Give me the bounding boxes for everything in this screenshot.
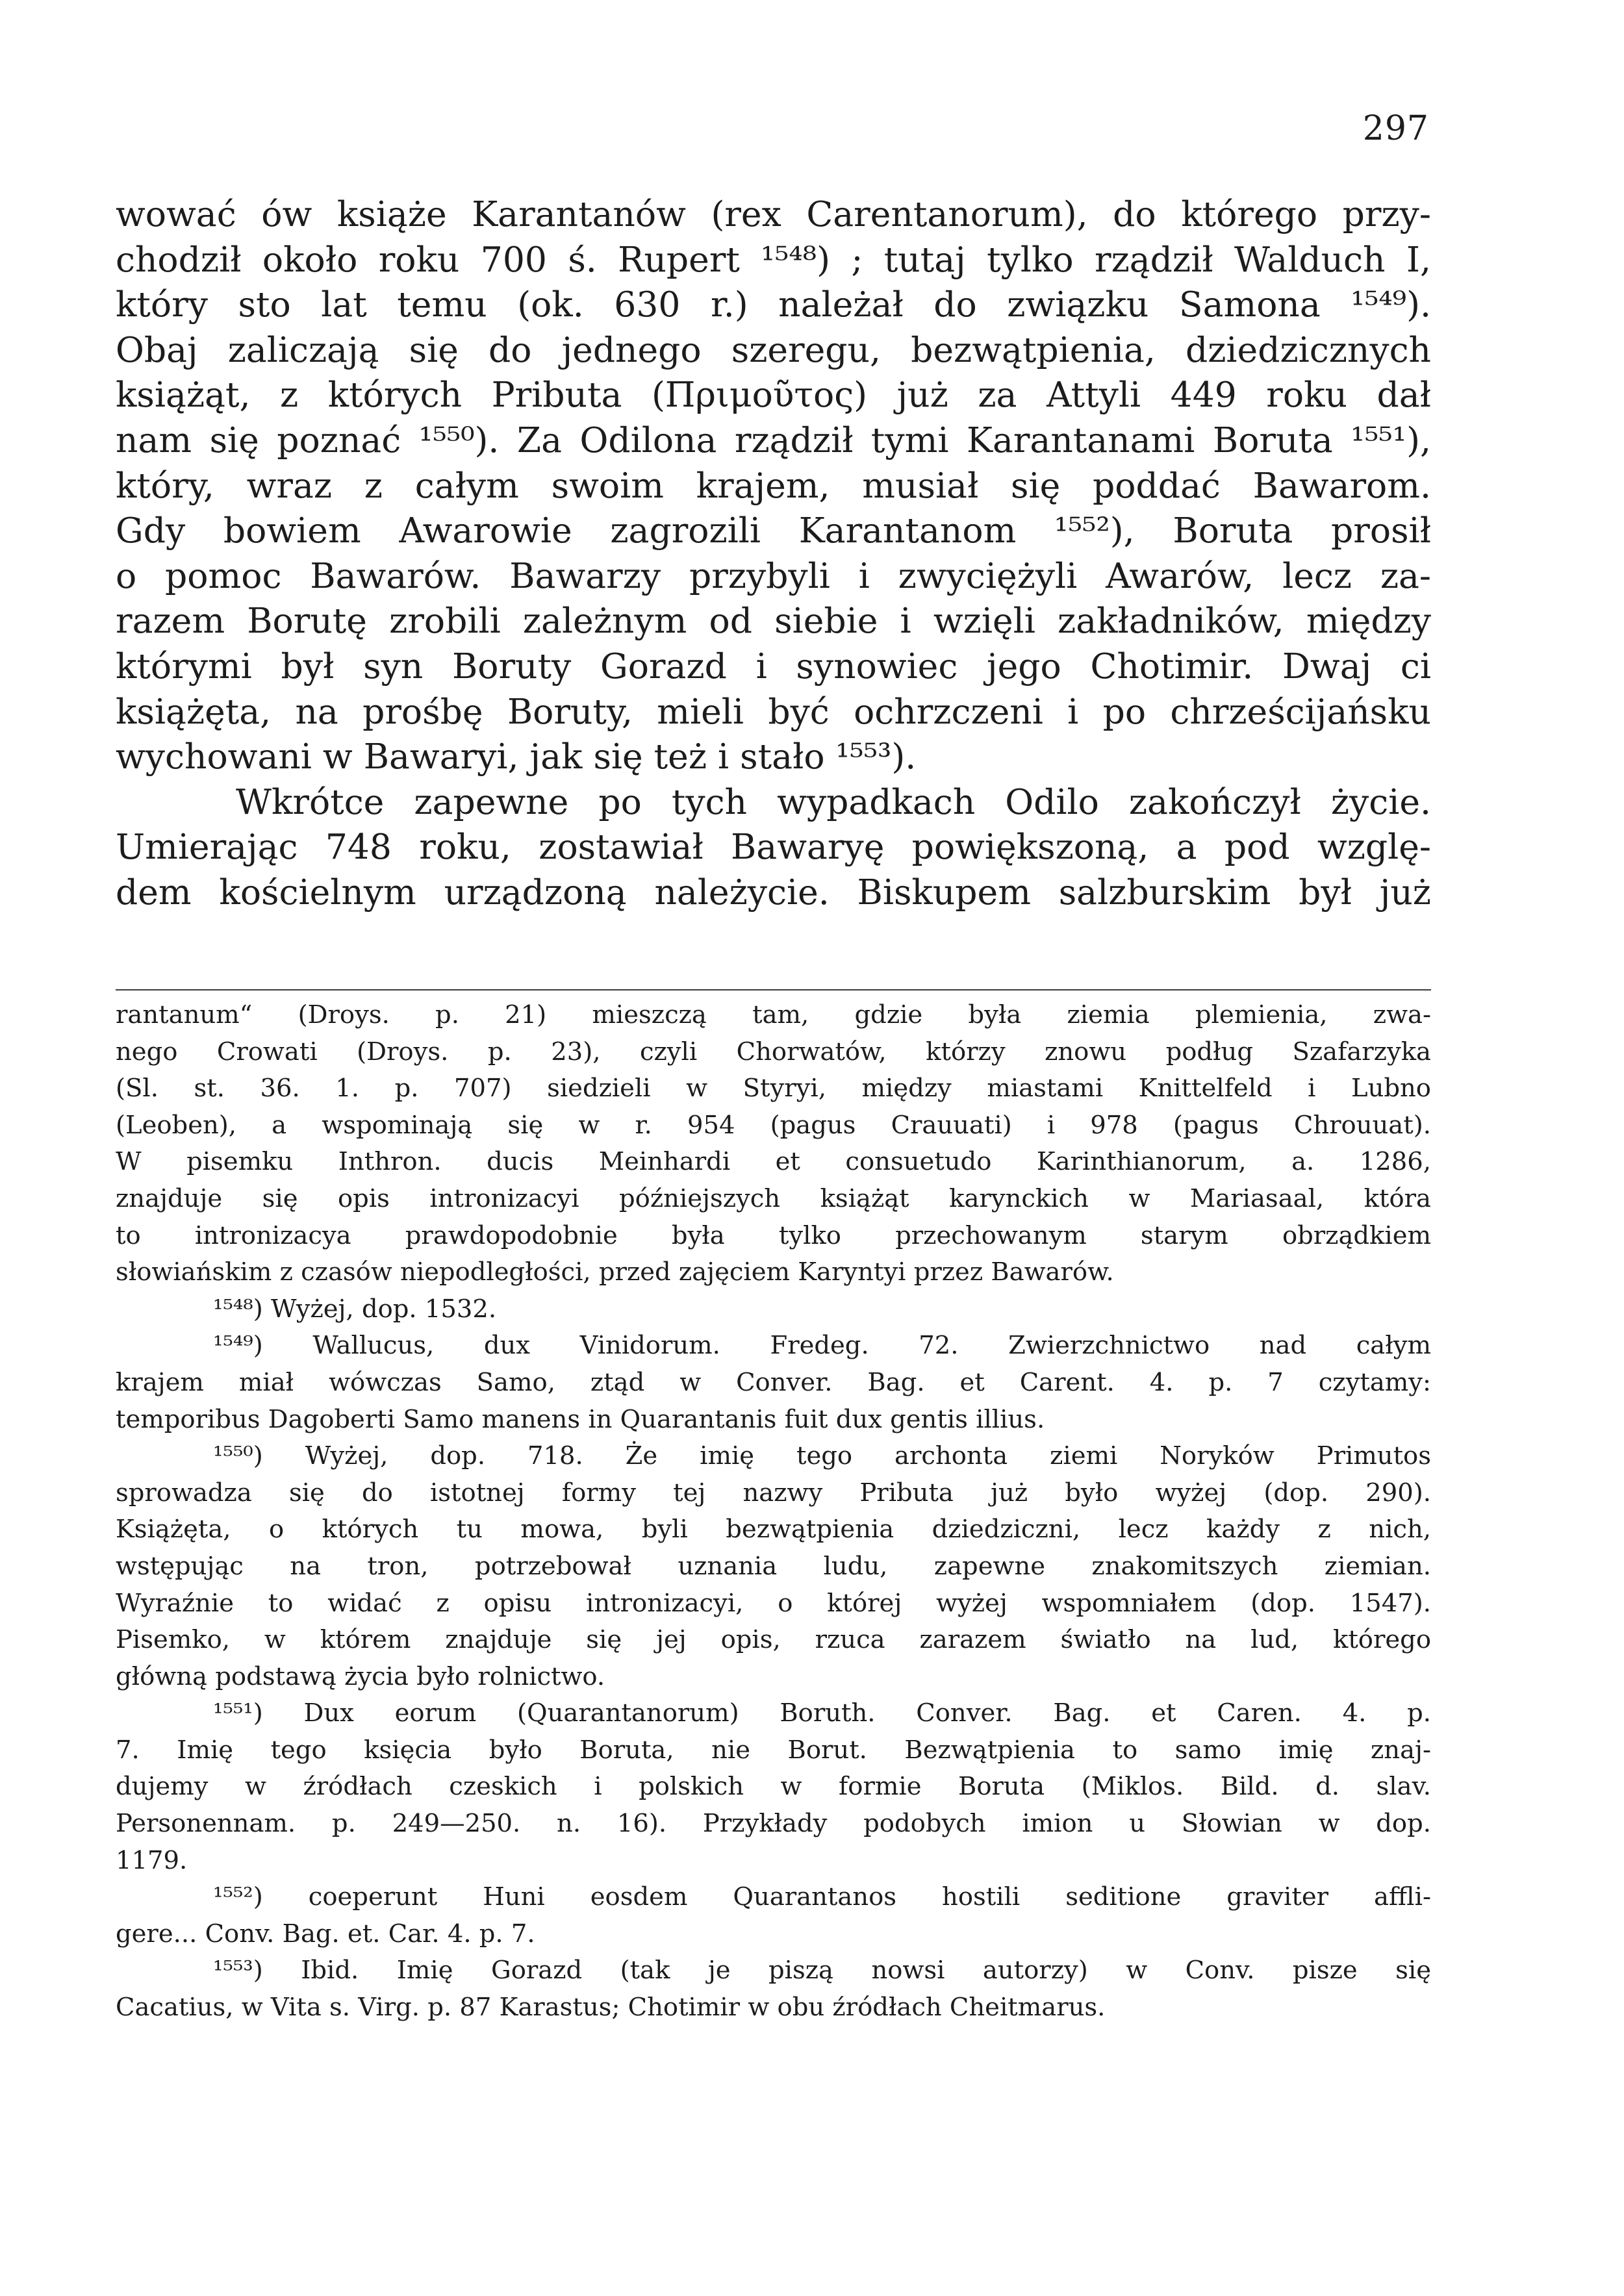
footnote-line: 1179. — [116, 1845, 188, 1875]
footnote-1549: ¹⁵⁴⁹) Wallucus, dux Vinidorum. Fredeg. 72. Zwierzchnictwo nad całym — [213, 1331, 1431, 1361]
text-line: nam się poznać ¹⁵⁵⁰). Za Odilona rządził tymi Karantanami Boruta ¹⁵⁵¹), — [116, 419, 1431, 460]
footnote-line: Cacatius, w Vita s. Virg. p. 87 Karastus; Chotimir w obu źródłach Cheitmarus. — [116, 1993, 1106, 2023]
footnote-line: znajduje się opis intronizacyi późniejszych książąt karynckich w Mariasaal, która — [116, 1183, 1431, 1213]
footnote-line: W pisemku Inthron. ducis Meinhardi et consuetudo Karinthianorum, a. 1286, — [116, 1147, 1431, 1177]
footnote-1552: ¹⁵⁵²) coeperunt Huni eosdem Quarantanos hostili seditione graviter affli- — [213, 1882, 1431, 1912]
footnotes — [116, 997, 1431, 2026]
page-number: 297 — [1362, 109, 1429, 148]
footnote-line: wstępując na tron, potrzebował uznania ludu, zapewne znakomitszych ziemian. — [116, 1551, 1431, 1581]
footnote-line: rantanum“ (Droys. p. 21) mieszczą tam, gdzie była ziemia plemienia, zwa- — [116, 1000, 1431, 1029]
footnote-line: to intronizacya prawdopodobnie była tylko przechowanym starym obrządkiem — [116, 1220, 1431, 1250]
text-line: Obaj zaliczają się do jednego szeregu, bezwątpienia, dziedzicznych — [116, 329, 1431, 370]
footnote-1548: ¹⁵⁴⁸) Wyżej, dop. 1532. — [213, 1294, 497, 1324]
footnote-line: (Leoben), a wspominają się w r. 954 (pagus Crauuati) i 978 (pagus Chrouuat). — [116, 1110, 1431, 1140]
footnote-line: Personennam. p. 249—250. n. 16). Przykłady podobych imion u Słowian w dop. — [116, 1809, 1431, 1839]
text-line: który sto lat temu (ok. 630 r.) należał do związku Samona ¹⁵⁴⁹). — [116, 284, 1431, 325]
footnote-line: gere... Conv. Bag. et. Car. 4. p. 7. — [116, 1919, 535, 1949]
text-line: książąt, z których Pributa (Πριμοῦτος) już za Attyli 449 roku dał — [116, 374, 1431, 416]
footnote-line: słowiańskim z czasów niepodległości, przed zajęciem Karyntyi przez Bawarów. — [116, 1257, 1114, 1287]
footnote-1553: ¹⁵⁵³) Ibid. Imię Gorazd (tak je piszą nowsi autorzy) w Conv. pisze się — [213, 1956, 1431, 1986]
text-line: Wkrótce zapewne po tych wypadkach Odilo zakończył życie. — [236, 781, 1431, 822]
text-line: wować ów książe Karantanów (rex Carentanorum), do którego przy- — [116, 194, 1431, 234]
footnote-1550: ¹⁵⁵⁰) Wyżej, dop. 718. Że imię tego archonta ziemi Noryków Primutos — [213, 1441, 1431, 1471]
text-line: dem kościelnym urządzoną należycie. Biskupem salzburskim był już — [116, 871, 1431, 913]
footnote-separator — [116, 989, 1431, 990]
text-line: o pomoc Bawarów. Bawarzy przybyli i zwyciężyli Awarów, lecz za- — [116, 555, 1431, 596]
footnote-line: sprowadza się do istotnej formy tej nazwy Pributa już było wyżej (dop. 290). — [116, 1478, 1431, 1508]
footnote-line: główną podstawą życia było rolnictwo. — [116, 1661, 605, 1691]
text-line: który, wraz z całym swoim krajem, musiał się poddać Bawarom. — [116, 464, 1431, 506]
text-line: którymi był syn Boruty Gorazd i synowiec jego Chotimir. Dwaj ci — [116, 645, 1431, 687]
footnote-line: Wyraźnie to widać z opisu intronizacyi, o której wyżej wspomniałem (dop. 1547). — [116, 1588, 1431, 1618]
footnote-line: temporibus Dagoberti Samo manens in Quarantanis fuit dux gentis illius. — [116, 1404, 1045, 1434]
footnote-line: Pisemko, w którem znajduje się jej opis, rzuca zarazem światło na lud, którego — [116, 1625, 1431, 1655]
footnote-line: Książęta, o których tu mowa, byli bezwątpienia dziedziczni, lecz każdy z nich, — [116, 1515, 1431, 1545]
footnote-line: krajem miał wówczas Samo, ztąd w Conver. Bag. et Carent. 4. p. 7 czytamy: — [116, 1367, 1431, 1397]
footnote-line: 7. Imię tego księcia było Boruta, nie Borut. Bezwątpienia to samo imię znaj- — [116, 1735, 1431, 1765]
footnote-1551: ¹⁵⁵¹) Dux eorum (Quarantanorum) Boruth. Conver. Bag. et Caren. 4. p. — [213, 1698, 1431, 1728]
footnote-line: (Sl. st. 36. 1. p. 707) siedzieli w Styryi, między miastami Knittelfeld i Lubno — [116, 1074, 1431, 1104]
text-line: razem Borutę zrobili zależnym od siebie i wzięli zakładników, między — [116, 600, 1431, 642]
footnote-line: nego Crowati (Droys. p. 23), czyli Chorwatów, którzy znowu podług Szafarzyka — [116, 1037, 1431, 1066]
footnote-line: dujemy w źródłach czeskich i polskich w formie Boruta (Miklos. Bild. d. slav. — [116, 1772, 1431, 1802]
text-line: książęta, na prośbę Boruty, mieli być ochrzczeni i po chrześcijańsku — [116, 690, 1431, 732]
main-text — [116, 192, 1431, 915]
text-line: Umierając 748 roku, zostawiał Bawaryę powiększoną, a pod wzglę- — [116, 826, 1431, 868]
text-line: Gdy bowiem Awarowie zagrozili Karantanom ¹⁵⁵²), Boruta prosił — [116, 510, 1431, 551]
text-line: wychowani w Bawaryi, jak się też i stało ¹⁵⁵³). — [116, 736, 917, 777]
text-line: chodził około roku 700 ś. Rupert ¹⁵⁴⁸) ; tutaj tylko rządził Walduch I, — [116, 238, 1431, 280]
